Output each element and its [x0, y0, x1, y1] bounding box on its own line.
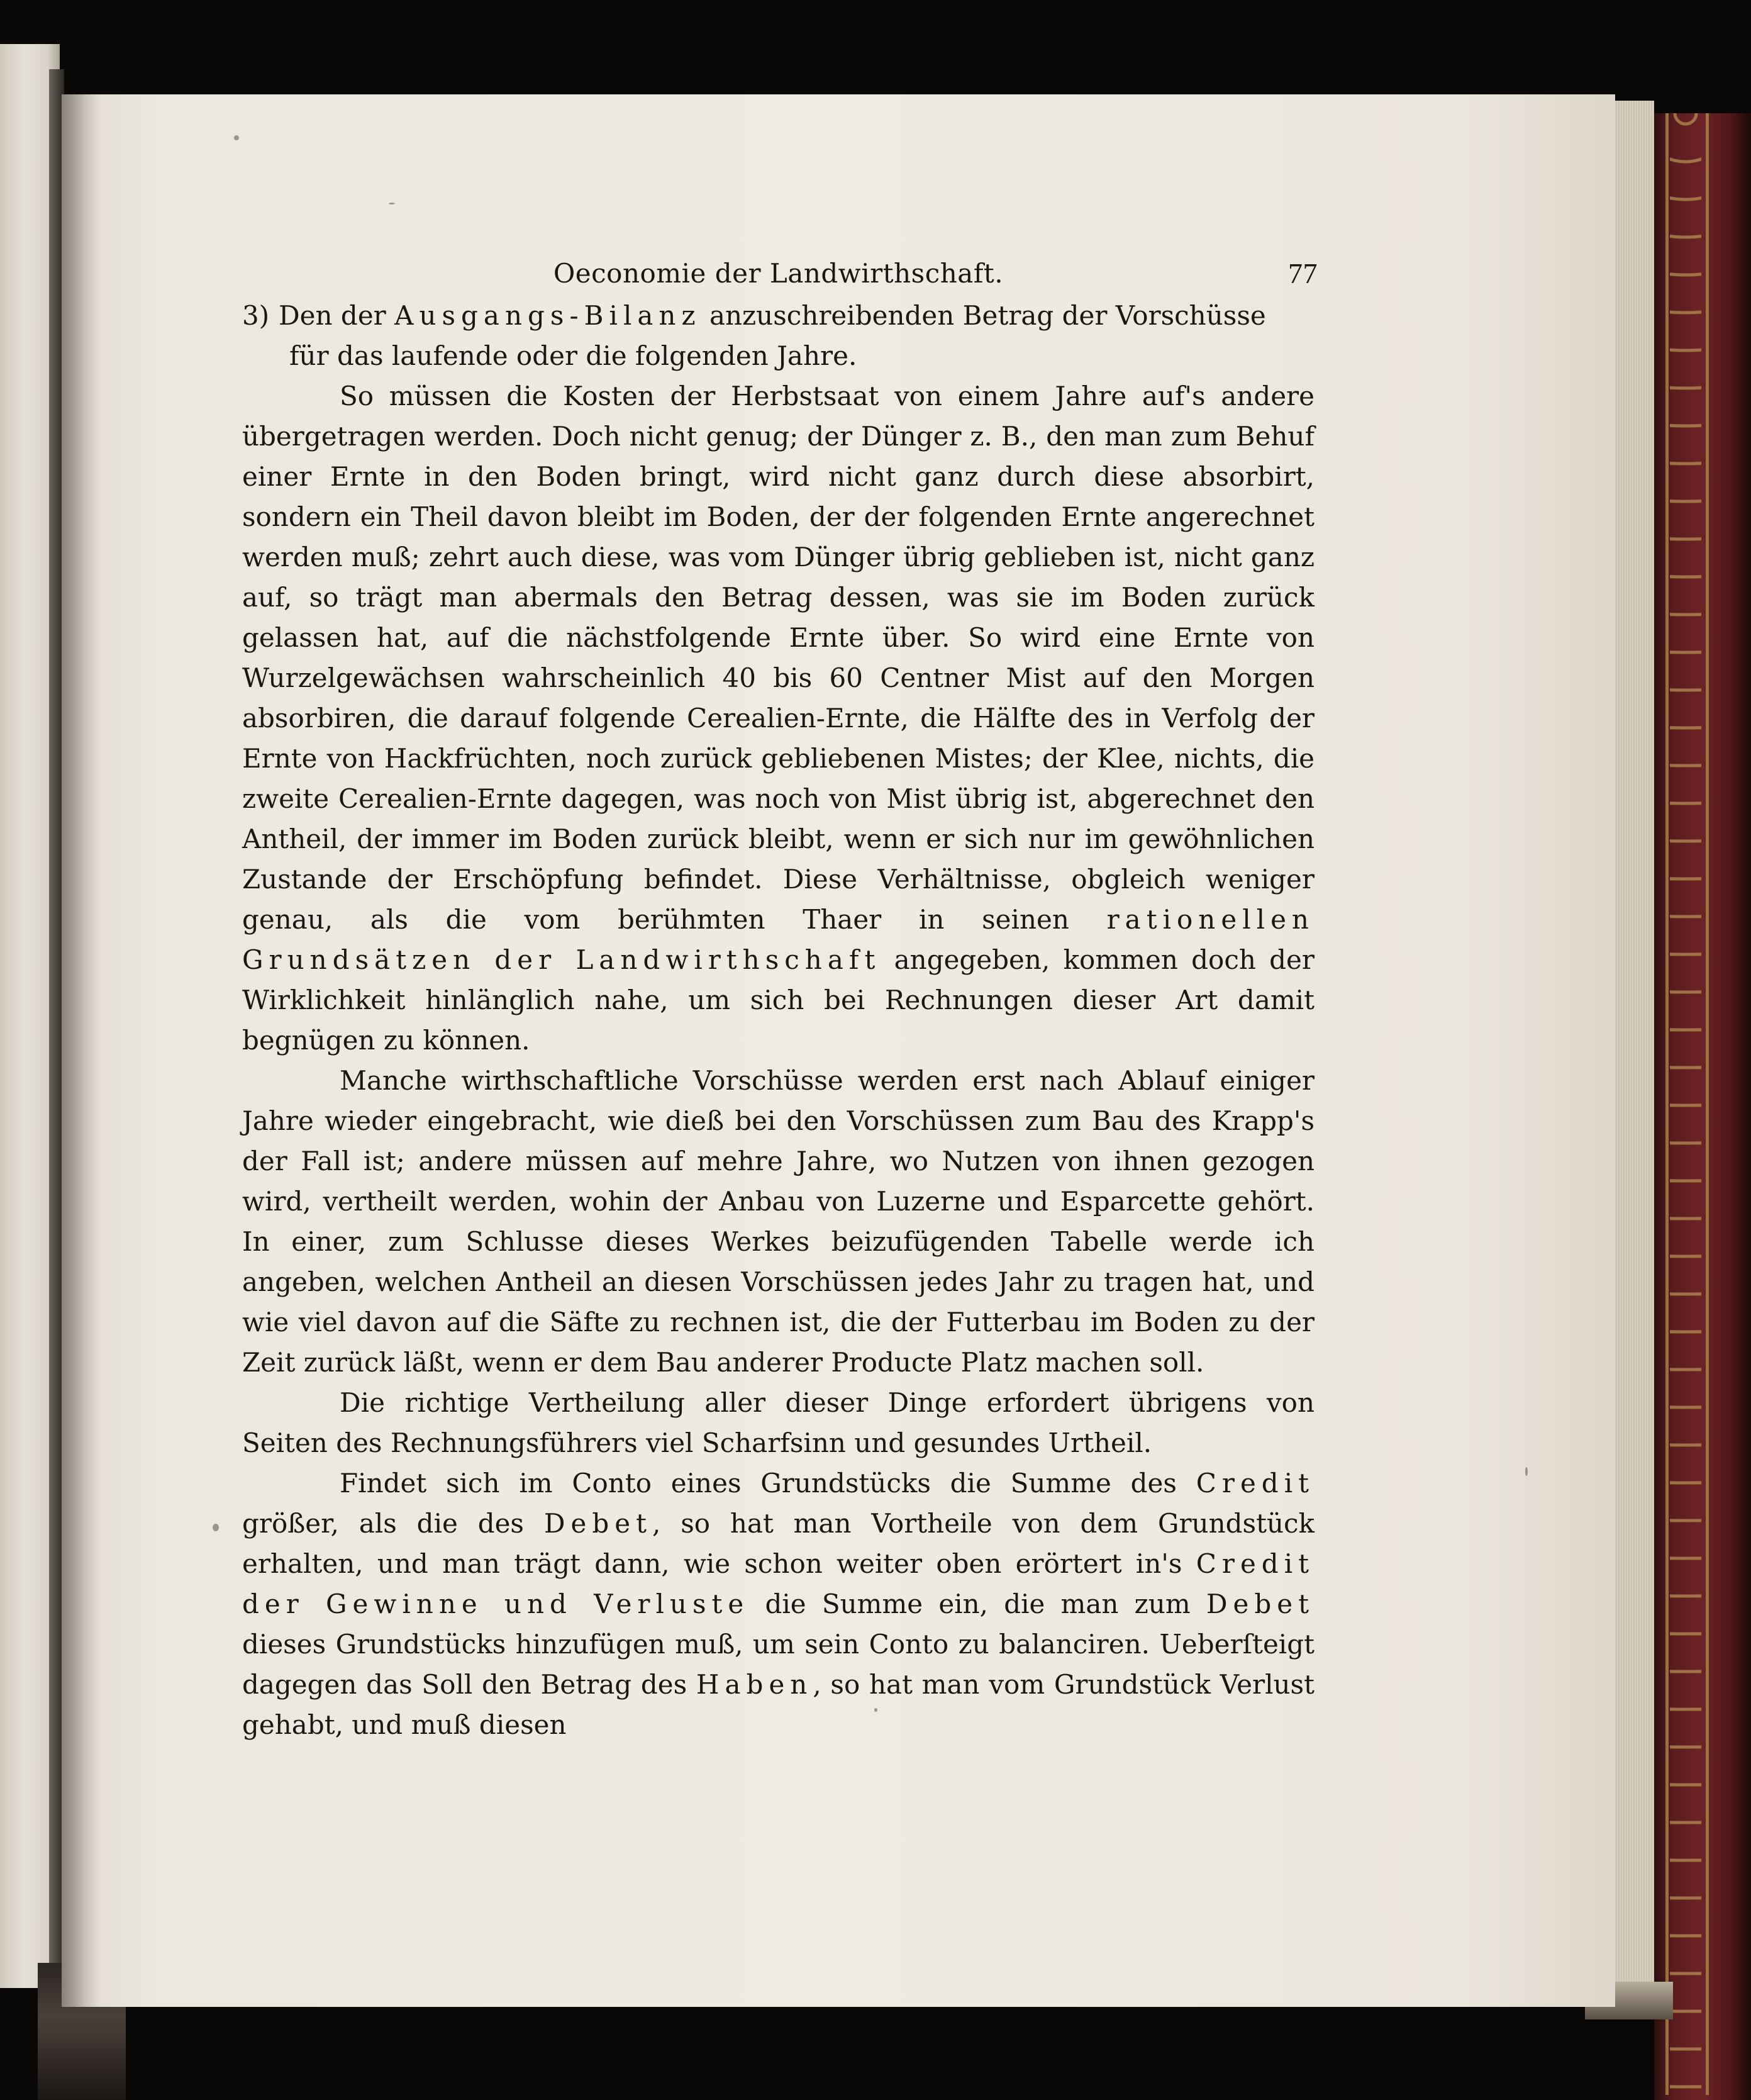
running-head-title: Oeconomie der Landwirthschaft.: [553, 258, 1004, 289]
paragraph-text: So müssen die Kosten der Herbstsaat von einem Jahre auf's andere übergetragen werden. Doch nicht genug; der Dünger z. B., den man zum Behuf einer Ernte in den Boden bringt, wird nicht ganz durch diese absorbirt, sondern ein Theil davon bleibt im Boden, der der folgenden Ernte angerechnet werden muß; zehrt auch diese, was vom Dünger übrig geblieben ist, nicht ganz auf, so trägt man abermals den Betrag dessen, was sie im Boden zurück gelassen hat, auf die nächstfolgende Ernte über. So wird eine Ernte von Wurzelgewächsen wahrscheinlich 40 bis 60 Centner Mist auf den Morgen absorbiren, die darauf folgende Cerealien-Ernte, die Hälfte des in Verfolg der Ernte von Hackfrüchten, noch zurück gebliebenen Mistes; der Klee, nichts, die zweite Cerealien-Ernte dagegen, was noch von Mist übrig ist, abgerechnet den Antheil, der immer im Boden zurück bleibt, wenn er sich nur im gewöhnlichen Zustande der Erschöpfung befindet. Diese Verhältnisse, obgleich weniger genau, als die vom berühmten Thaer in seinen: [242, 381, 1315, 935]
book-title-emphasis: rationellen Grundsätzen der Landwirthschaft: [242, 904, 1315, 975]
paper-speck: [213, 1524, 219, 1531]
term-emphasis: Credit der Gewinne und Verluste: [242, 1548, 1315, 1619]
paper-speck: [389, 203, 395, 204]
text-block: [242, 252, 1318, 1745]
item-text: Den der: [279, 300, 395, 331]
page-block-fore-edge: [1610, 101, 1654, 2013]
gutter-shadow: [62, 94, 99, 2007]
gold-rule: [1706, 113, 1709, 2095]
paragraph-3: Die richtige Vertheilung aller dieser Dinge erfordert übrigens von Seiten des Rechnungsführers viel Scharfsinn und gesundes Urtheil.: [242, 1387, 1315, 1458]
paper-speck: [1525, 1467, 1528, 1476]
paper-speck: [234, 135, 239, 140]
paragraph-text: angegeben, kommen doch der Wirklichkeit hinlänglich nahe, um sich bei Rechnungen dieser Art damit begnügen zu können.: [242, 944, 1315, 1056]
list-item-3: [242, 296, 1315, 336]
paragraph-text: größer, als die des: [242, 1508, 544, 1539]
paragraph-2: Manche wirthschaftliche Vorschüsse werden erst nach Ablauf einiger Jahre wieder eingebracht, wie dieß bei den Vorschüssen zum Bau des Krapp's der Fall ist; andere müssen auf mehre Jahre, wo Nutzen von ihnen gezogen wird, vertheilt werden, wohin der Anbau von Luzerne und Esparcette gehört. In einer, zum Schlusse dieses Werkes beizufügenden Tabelle werde ich angeben, welchen Antheil an diesen Vorschüssen jedes Jahr zu tragen hat, und wie viel davon auf die Säfte zu rechnen ist, die der Futterbau im Boden zu der Zeit zurück läßt, wenn er dem Bau anderer Producte Platz machen soll.: [242, 1065, 1315, 1378]
paragraph-text: , so hat man vom Grundstück Verlust gehabt, und muß diesen: [242, 1669, 1315, 1740]
body-text: [242, 296, 1315, 1745]
gold-rule: [1665, 113, 1669, 2095]
paragraph-text: dieses Grundstücks hinzufügen muß, um sein Conto zu balanciren. Ueberſteigt dagegen das Soll den Betrag des: [242, 1629, 1315, 1700]
item-text: anzuschreibenden Betrag der Vorschüsse: [701, 300, 1266, 331]
term-emphasis: Debet: [1206, 1589, 1315, 1619]
paragraph-1: [242, 376, 1315, 1061]
paragraph-text: , so hat man Vortheile von dem Grundstück erhalten, und man trägt dann, wie schon weiter oben erörtert in's: [242, 1508, 1315, 1579]
gold-tooling-pattern: [1670, 113, 1701, 2095]
running-head: [242, 252, 1318, 296]
paragraph-4: [242, 1463, 1315, 1745]
paragraph-text: Findet sich im Conto eines Grundstücks die Summe des: [340, 1468, 1196, 1499]
item-emphasis: Ausgangs-Bilanz: [394, 300, 701, 331]
term-emphasis: Haben: [696, 1669, 813, 1700]
term-emphasis: Debet: [543, 1508, 652, 1539]
page-number: 77: [1288, 257, 1318, 289]
paragraph-text: die Summe ein, die man zum: [749, 1589, 1206, 1619]
list-item-3-continuation: für das laufende oder die folgenden Jahre.: [289, 340, 857, 371]
list-item-label: 3): [242, 300, 270, 331]
leather-binding: [1654, 113, 1751, 2100]
term-emphasis: Credit: [1196, 1468, 1315, 1499]
